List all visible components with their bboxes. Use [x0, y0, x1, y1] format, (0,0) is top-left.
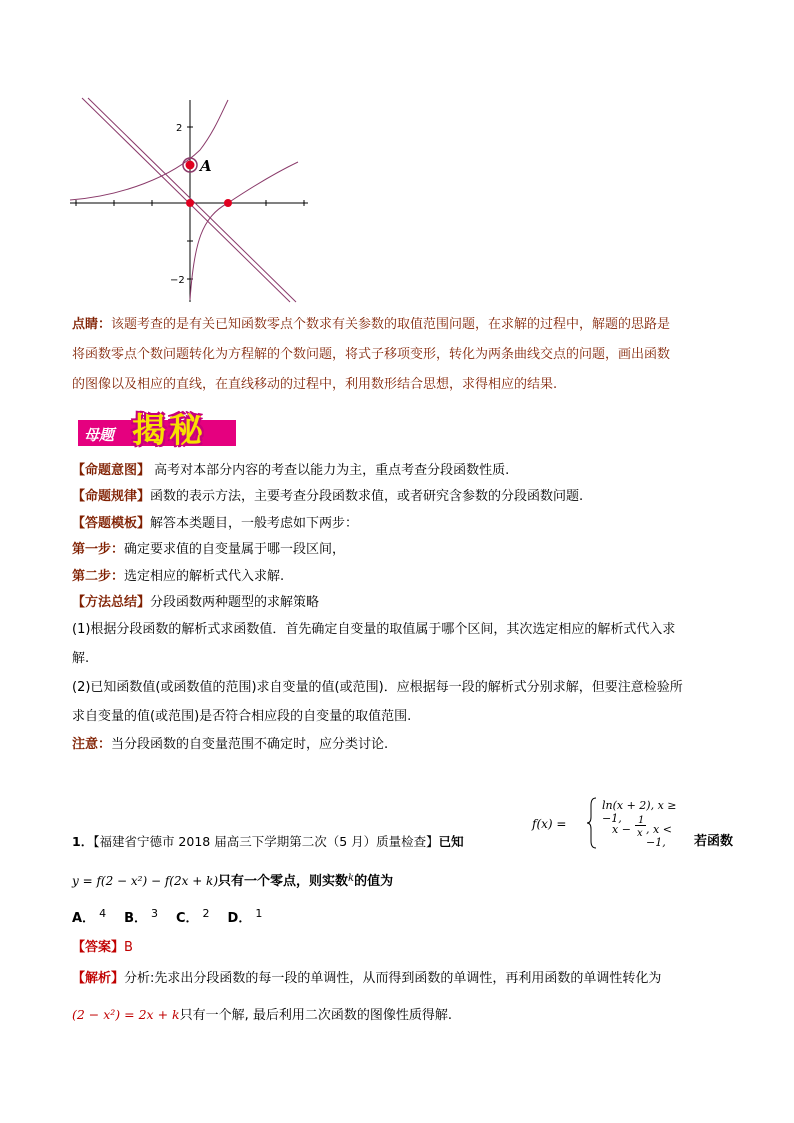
option-a-label: A． [72, 911, 96, 926]
option-c-value: 2 [202, 907, 210, 920]
banner-big-text: 揭秘 [132, 411, 206, 451]
point-1-0 [224, 199, 232, 207]
line-method-2b: 求自变量的值(或范围)是否符合相应段的自变量的取值范围. [72, 709, 412, 724]
line-method-1b: 解. [72, 651, 90, 666]
problem-line-2: y = f(2 − x²) − f(2x + k)只有一个零点，则实数$^k$的值为 [72, 873, 394, 889]
function-graph [62, 92, 312, 304]
point-a-label: A [200, 157, 212, 175]
option-d-value: 1 [255, 907, 263, 920]
k-symbol: k [348, 873, 355, 884]
answer-tag: 【答案】 [72, 940, 125, 955]
problem-line-1 [72, 833, 464, 851]
line-dati-moban: 【答题模板】解答本类题目，一般考虑如下两步： [72, 516, 359, 531]
line-zhuyi: 注意：当分段函数的自变量范围不确定时，应分类讨论. [72, 737, 389, 752]
option-b-label: B． [124, 911, 147, 926]
line-step-1: 第一步：确定要求值的自变量属于哪一段区间， [72, 542, 346, 557]
analysis-line-2: (2 − x²) = 2x + k只有一个解, 最后利用二次函数的图像性质得解. [72, 1007, 453, 1023]
exp-curve [70, 100, 228, 200]
piece-2-b: , x < −1, [646, 823, 672, 849]
piece-2-den: x [637, 828, 643, 839]
answer-value: B [124, 940, 133, 955]
dianjing-line-1: 点睛：该题考查的是有关已知函数零点个数求有关参数的取值范围问题，在求解的过程中，解题的思路是 [72, 317, 671, 332]
log-curve [190, 162, 298, 300]
origin-point [186, 199, 194, 207]
option-c-label: C． [175, 911, 199, 926]
analysis-equation: (2 − x²) = 2x + k [72, 1007, 180, 1022]
tick-label-neg2: −2 [170, 275, 185, 286]
moving-line-1 [82, 98, 290, 302]
piecewise-function [532, 795, 692, 851]
piece-2-a: x − [612, 823, 631, 836]
section-banner [78, 410, 238, 452]
point-a [186, 161, 195, 170]
line-method-2a: (2)已知函数值(或函数值的范围)求自变量的值(或范围)．应根据每一段的解析式分别求解，但要注意检验所 [72, 680, 683, 695]
option-a-value: 4 [99, 907, 107, 920]
line-fangfa-zongjie: 【方法总结】分段函数两种题型的求解策略 [72, 595, 320, 610]
dianjing-line-3: 的图像以及相应的直线，在直线移动的过程中，利用数形结合思想，求得相应的结果. [72, 377, 558, 392]
line-mingti-guilv: 【命题规律】函数的表示方法，主要考查分段函数求值，或者研究含参数的分段函数问题. [72, 489, 584, 504]
dianjing-line-2: 将函数零点个数问题转化为方程解的个数问题，将式子移项变形，转化为两条曲线交点的问题，画出函数 [72, 347, 671, 362]
banner-small-text: 母题 [84, 426, 115, 444]
line-step-2: 第二步：选定相应的解析式代入求解. [72, 569, 285, 584]
problem-ruo: 若函数 [694, 834, 734, 849]
fx-label: f(x) = [532, 817, 567, 831]
answer-line [72, 939, 133, 957]
brace-icon [586, 797, 598, 849]
analysis-line-1: 【解析】分析:先求出分段函数的每一段的单调性，从而得到函数的单调性，再利用函数的单调性转化为 [72, 971, 662, 986]
option-b-value: 3 [150, 907, 158, 920]
option-d-label: D． [227, 911, 252, 926]
piece-1: ln(x + 2), x ≥ −1, [602, 799, 677, 825]
analysis-tag: 【解析】 [72, 971, 125, 986]
piece-2-num: 1 [638, 815, 645, 826]
problem-number: 1． [72, 834, 94, 849]
options-row [72, 905, 262, 928]
tick-label-2: 2 [176, 123, 183, 134]
fraction-bar [635, 825, 646, 826]
line-method-1a: (1)根据分段函数的解析式求函数值．首先确定自变量的取值属于哪个区间，其次选定相应的解析式代入求 [72, 622, 676, 637]
y-expression: y = f(2 − x²) − f(2x + k) [72, 874, 219, 888]
problem-known: 已知 [438, 834, 464, 849]
dianjing-label: 点睛： [72, 317, 112, 332]
line-mingti-yitu: 【命题意图】 高考对本部分内容的考查以能力为主，重点考查分段函数性质. [72, 463, 510, 478]
problem-source: 【福建省宁德市 2018 届高三下学期第二次（5 月）质量检查】 [93, 834, 439, 849]
